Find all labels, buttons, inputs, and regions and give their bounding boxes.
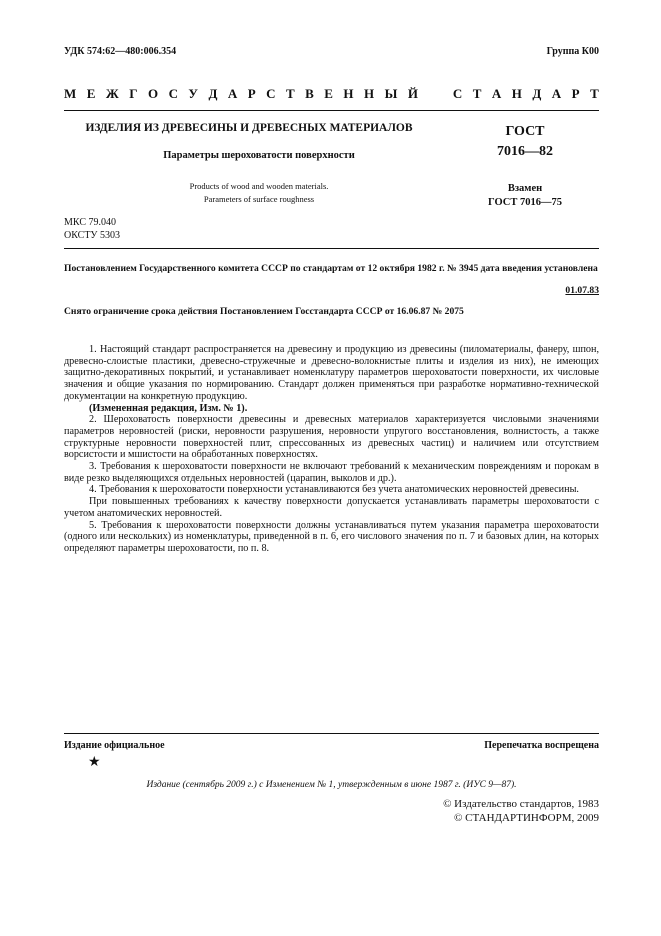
replaces-label: Взамен xyxy=(507,183,543,194)
official-edition-label: Издание официальное xyxy=(64,740,165,751)
standard-letter-gap xyxy=(428,86,442,102)
star-icon: ★ xyxy=(88,755,101,770)
standard-letter: С xyxy=(266,86,276,101)
standard-letter: А xyxy=(491,86,502,101)
standard-letter: С xyxy=(452,86,463,101)
decree-text: Постановлением Государственного комитета СССР по стандартам от 12 октября 1982 г. № 3945 дата введения установлена xyxy=(64,263,598,274)
standard-letter: Ж xyxy=(105,86,119,101)
paragraph-1: 1. Настоящий стандарт распространяется на древесину и продукцию из древесины (пиломатериалы, фанеру, шпон, древесно-слоистые пластики, древесно-стружечные и древесно-волокнистые плиты и изделия из них), не имеющих защитно-декоративных покрытий, и устанавливает номенклатуру параметров шероховатости поверхности, их числовые значения и общие указания по нормированию. Стандарт должен применяться при разработке нормативно-технической документации на конкретную продукцию. xyxy=(64,344,599,402)
standard-letter: Е xyxy=(86,86,96,101)
standard-letter: Н xyxy=(364,86,375,101)
okstu-code: ОКСТУ 5303 xyxy=(64,230,121,241)
standard-letter: Т xyxy=(590,86,599,101)
paragraph-4b: При повышенных требованиях к качеству поверхности допускается устанавливать параметры шероховатости с учетом анатомических неровностей. xyxy=(64,496,599,519)
standard-letter: О xyxy=(147,86,159,101)
copyright-line: © СТАНДАРТИНФОРМ, 2009 xyxy=(454,811,599,824)
standard-letter: Е xyxy=(324,86,333,101)
standard-letter: Т xyxy=(472,86,482,101)
replaces-block xyxy=(458,182,592,210)
standard-letter: Г xyxy=(129,86,138,101)
title-divider xyxy=(64,248,599,249)
standard-letter: Д xyxy=(532,86,542,101)
standard-letter: А xyxy=(227,86,238,101)
document-body xyxy=(64,344,599,555)
header-divider xyxy=(64,110,599,111)
document-subtitle: Параметры шероховатости поверхности xyxy=(163,150,355,161)
replaces-value: ГОСТ 7016—75 xyxy=(488,197,562,208)
english-title-line: Parameters of surface roughness xyxy=(203,194,315,204)
standard-letter: Н xyxy=(511,86,522,101)
introduction-date: 01.07.83 xyxy=(565,285,599,296)
gost-label: ГОСТ xyxy=(505,124,545,139)
standard-letter: Й xyxy=(407,86,418,101)
edition-note: Издание (сентябрь 2009 г.) с Изменением № 1, утвержденным в июне 1987 г. (ИУС 9—87). xyxy=(146,780,517,790)
udk-code: УДК 574:62—480:006.354 xyxy=(64,46,177,57)
mks-code: МКС 79.040 xyxy=(64,217,116,228)
copyright-line: © Издательство стандартов, 1983 xyxy=(443,798,599,810)
group-code: Группа К00 xyxy=(546,46,599,57)
standard-letter: Р xyxy=(571,86,580,101)
reprint-prohibited-label: Перепечатка воспрещена xyxy=(484,740,599,751)
standard-type-heading xyxy=(64,86,599,102)
footer-divider xyxy=(64,733,599,734)
english-title xyxy=(64,180,454,206)
english-title-line: Products of wood and wooden materials. xyxy=(189,181,329,191)
standard-letter: А xyxy=(551,86,562,101)
standard-letter: Д xyxy=(208,86,218,101)
standard-letter: У xyxy=(188,86,198,101)
paragraph-2: 2. Шероховатость поверхности древесины и древесных материалов характеризуется числовыми значениями параметров неровностей (риски, неровности разрушения, неровности упругого восстановления, волнистость, а также структурные неровности поверхностей плит, спрессованных из древесных частиц) и наличием или отсутствием ворсистости и мшистости на обработанных поверхностях. xyxy=(64,414,599,461)
standard-letter: М xyxy=(64,86,77,101)
copyright-block xyxy=(443,798,599,825)
standard-letter: Н xyxy=(343,86,354,101)
paragraph-5: 5. Требования к шероховатости поверхности должны устанавливаться путем указания параметра шероховатости (одного или нескольких) из номенклатуры, приведенной в п. 6, его числового значения по п. 7 и базовых длин, на которых определяют параметры шероховатости, по п. 8. xyxy=(64,519,599,554)
gost-number: 7016—82 xyxy=(497,144,553,159)
standard-letter: В xyxy=(305,86,314,101)
classification-codes xyxy=(64,216,120,242)
edit-note: (Измененная редакция, Изм. № 1). xyxy=(89,402,248,414)
gost-designation xyxy=(458,122,592,162)
standard-letter: Т xyxy=(286,86,295,101)
standard-letter: Ы xyxy=(384,86,398,101)
standard-letter: С xyxy=(168,86,178,101)
paragraph-3: 3. Требования к шероховатости поверхности не включают требований к механическим повреждениям и порокам в виде резко выделяющихся отдельных неровностей (царапин, выколов и др.). xyxy=(64,461,599,484)
document-title: ИЗДЕЛИЯ ИЗ ДРЕВЕСИНЫ И ДРЕВЕСНЫХ МАТЕРИАЛОВ xyxy=(85,122,413,134)
restriction-note: Снято ограничение срока действия Постановлением Госстандарта СССР от 16.06.87 № 2075 xyxy=(64,306,464,317)
standard-letter: Р xyxy=(247,86,256,101)
paragraph-4: 4. Требования к шероховатости поверхности устанавливаются без учета анатомических неровностей древесины. xyxy=(89,484,579,496)
